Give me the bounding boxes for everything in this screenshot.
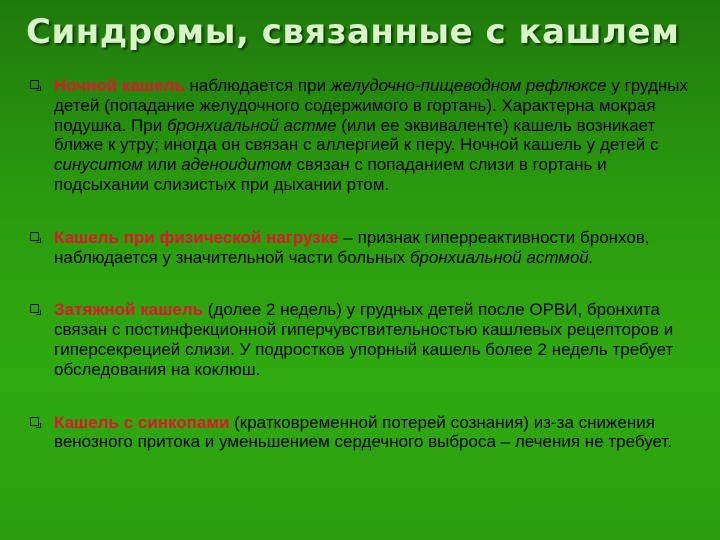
italic-segment: бронхиальной астме [166,115,337,135]
text-segment: (долее 2 недель) у грудных детей после ОРВИ, бронхита связан с постинфекционной гиперчувствительностью кашлевых рецепторов и гиперсекрецией слизи. У подростков упорный кашель более 2 недель требует обследования на коклюш. [54,300,674,379]
term: Кашель при физической нагрузке [54,227,339,247]
italic-segment: синуситом [54,155,143,175]
term: Затяжной кашель [54,300,204,320]
italic-segment: бронхиальной астмой. [409,247,594,267]
term: Кашель с синкопами [54,412,230,432]
text-segment: наблюдается при [184,76,331,95]
text-segment: (кратковременной потерей сознания) из-за снижения венозного притока и уменьшением сердечного выброса – лечения не требует. [54,412,673,452]
italic-segment: желудочно-пищеводном рефлюксе [330,76,607,95]
square-bullet-icon [30,417,39,426]
text-segment: (или ее эквиваленте) кашель возникает ближе к утру; иногда он связан с аллергией к перу. Ночной кашель у детей с [54,115,659,155]
text-segment: у грудных детей (попадание желудочного содержимого в гортань). Характерна мокрая подушка. При [54,76,688,135]
term: Ночной кашель [54,76,185,95]
square-bullet-icon [30,80,39,89]
text-segment: – признак гиперреактивности бронхов, наблюдается у значительной части больных [54,227,650,267]
slide-title: Синдромы, связанные с кашлем [26,12,680,52]
bullet-list [30,76,698,452]
square-bullet-icon [30,232,39,241]
bullet-item [30,300,698,379]
italic-segment: аденоидитом [181,155,292,175]
square-bullet-icon [30,304,39,313]
bullet-item [30,76,698,195]
bullet-item [30,228,698,268]
text-segment: или [142,155,182,175]
bullet-item [30,413,698,453]
text-segment: связан с попаданием слизи в гортань и подсыхании слизистых при дыхании ртом. [54,155,607,194]
